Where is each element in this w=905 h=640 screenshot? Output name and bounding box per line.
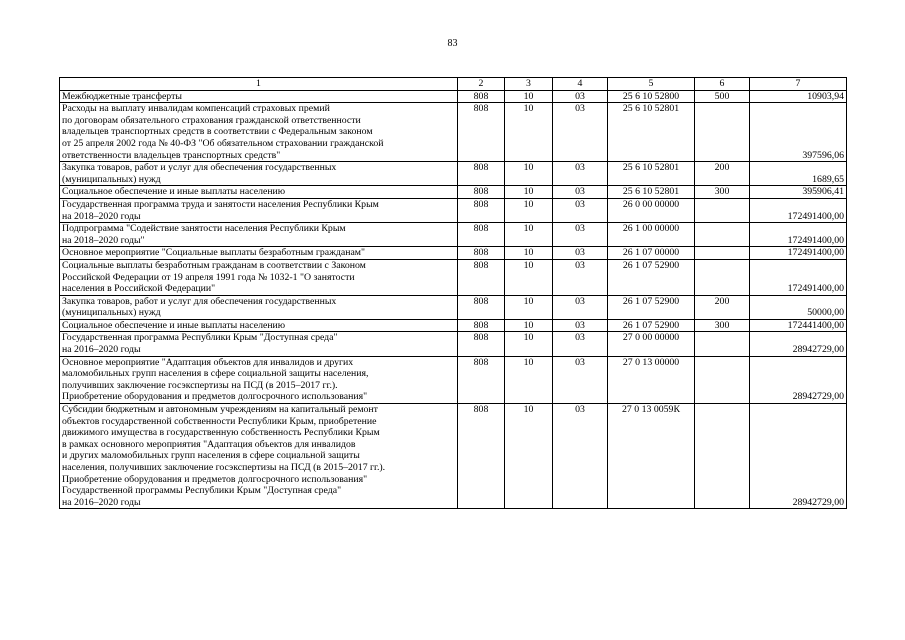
- table-row: [60, 332, 847, 356]
- cell-vr: [695, 356, 750, 403]
- table-header-row: [60, 78, 847, 91]
- cell-rz: 10: [505, 162, 553, 186]
- cell-description: Основное мероприятие "Адаптация объектов для инвалидов и других маломобильных групп населения в сфере социальной защиты населения, получивших заключение госэкспертизы на ПСД (в 2015–2017 гг.). Приобретение оборудования и предметов долгосрочного использования": [60, 356, 458, 403]
- cell-description: Расходы на выплату инвалидам компенсаций страховых премий по договорам обязательного страхования гражданской ответственности владельцев транспортных средств в соответствии с Федеральным законом от 25 апреля 2002 года № 40-ФЗ "Об обязательном страховании гражданской ответственности владельцев транспортных средств": [60, 103, 458, 162]
- table-row: [60, 90, 847, 103]
- header-col-6: 6: [695, 78, 750, 91]
- cell-sum: 172491400,00: [750, 223, 847, 247]
- table-row: [60, 162, 847, 186]
- cell-csr: 27 0 00 00000: [608, 332, 695, 356]
- cell-description: Социальное обеспечение и иные выплаты населению: [60, 319, 458, 332]
- cell-vr: [695, 223, 750, 247]
- cell-ved: 808: [458, 404, 505, 509]
- header-col-3: 3: [505, 78, 553, 91]
- cell-sum: 28942729,00: [750, 404, 847, 509]
- header-col-7: 7: [750, 78, 847, 91]
- table-row: [60, 247, 847, 260]
- cell-csr: 26 1 07 52900: [608, 295, 695, 319]
- header-col-2: 2: [458, 78, 505, 91]
- cell-vr: 300: [695, 186, 750, 199]
- cell-description: Подпрограмма "Содействие занятости населения Республики Крым на 2018–2020 годы": [60, 223, 458, 247]
- cell-ved: 808: [458, 186, 505, 199]
- cell-rz: 10: [505, 295, 553, 319]
- cell-pr: 03: [553, 259, 608, 295]
- cell-vr: 200: [695, 162, 750, 186]
- table-row: [60, 259, 847, 295]
- table-row: [60, 295, 847, 319]
- cell-sum: 50000,00: [750, 295, 847, 319]
- table-row: [60, 404, 847, 509]
- cell-description: Субсидии бюджетным и автономным учреждениям на капитальный ремонт объектов государственной собственности Республики Крым, приобретение движимого имущества в государственную собственность Республики Крым в рамках основного мероприятия "Адаптация объектов для инвалидов и других маломобильных групп населения в сфере социальной защиты населения, получивших заключение госэкспертизы на ПСД (в 2015–2017 гг.). Приобретение оборудования и предметов долгосрочного использования" Государственной программы Республики Крым "Доступная среда" на 2016–2020 годы: [60, 404, 458, 509]
- cell-pr: 03: [553, 319, 608, 332]
- cell-rz: 10: [505, 356, 553, 403]
- cell-sum: 1689,65: [750, 162, 847, 186]
- cell-pr: 03: [553, 356, 608, 403]
- cell-pr: 03: [553, 247, 608, 260]
- cell-sum: 172491400,00: [750, 198, 847, 222]
- table-row: [60, 356, 847, 403]
- cell-ved: 808: [458, 162, 505, 186]
- cell-csr: 27 0 13 0059К: [608, 404, 695, 509]
- header-col-5: 5: [608, 78, 695, 91]
- cell-ved: 808: [458, 332, 505, 356]
- cell-rz: 10: [505, 103, 553, 162]
- cell-pr: 03: [553, 90, 608, 103]
- cell-rz: 10: [505, 198, 553, 222]
- cell-pr: 03: [553, 198, 608, 222]
- cell-description: Основное мероприятие "Социальные выплаты безработным гражданам": [60, 247, 458, 260]
- cell-pr: 03: [553, 223, 608, 247]
- cell-rz: 10: [505, 319, 553, 332]
- cell-csr: 25 6 10 52801: [608, 186, 695, 199]
- cell-csr: 26 1 07 00000: [608, 247, 695, 260]
- cell-rz: 10: [505, 247, 553, 260]
- cell-ved: 808: [458, 223, 505, 247]
- table-row: [60, 186, 847, 199]
- cell-csr: 25 6 10 52800: [608, 90, 695, 103]
- table-row: [60, 198, 847, 222]
- budget-table: [59, 77, 847, 509]
- cell-vr: [695, 404, 750, 509]
- cell-vr: [695, 259, 750, 295]
- cell-ved: 808: [458, 259, 505, 295]
- cell-sum: 172491400,00: [750, 247, 847, 260]
- cell-csr: 26 0 00 00000: [608, 198, 695, 222]
- table-row: [60, 223, 847, 247]
- cell-sum: 172441400,00: [750, 319, 847, 332]
- cell-ved: 808: [458, 247, 505, 260]
- cell-csr: 25 6 10 52801: [608, 103, 695, 162]
- cell-sum: 395906,41: [750, 186, 847, 199]
- cell-csr: 25 6 10 52801: [608, 162, 695, 186]
- cell-sum: 28942729,00: [750, 332, 847, 356]
- table-row: [60, 319, 847, 332]
- cell-ved: 808: [458, 90, 505, 103]
- cell-pr: 03: [553, 162, 608, 186]
- cell-sum: 172491400,00: [750, 259, 847, 295]
- cell-ved: 808: [458, 319, 505, 332]
- cell-rz: 10: [505, 90, 553, 103]
- cell-description: Закупка товаров, работ и услуг для обеспечения государственных (муниципальных) нужд: [60, 295, 458, 319]
- cell-vr: [695, 198, 750, 222]
- cell-csr: 26 1 00 00000: [608, 223, 695, 247]
- table-row: [60, 103, 847, 162]
- cell-rz: 10: [505, 259, 553, 295]
- cell-csr: 26 1 07 52900: [608, 259, 695, 295]
- table-body: [60, 78, 847, 509]
- cell-description: Государственная программа труда и занятости населения Республики Крым на 2018–2020 годы: [60, 198, 458, 222]
- cell-vr: 300: [695, 319, 750, 332]
- cell-pr: 03: [553, 404, 608, 509]
- cell-rz: 10: [505, 404, 553, 509]
- cell-description: Межбюджетные трансферты: [60, 90, 458, 103]
- cell-rz: 10: [505, 186, 553, 199]
- cell-rz: 10: [505, 332, 553, 356]
- cell-pr: 03: [553, 103, 608, 162]
- cell-ved: 808: [458, 356, 505, 403]
- cell-pr: 03: [553, 295, 608, 319]
- cell-sum: 10903,94: [750, 90, 847, 103]
- cell-pr: 03: [553, 186, 608, 199]
- cell-ved: 808: [458, 295, 505, 319]
- cell-vr: [695, 332, 750, 356]
- cell-vr: 500: [695, 90, 750, 103]
- cell-description: Социальное обеспечение и иные выплаты населению: [60, 186, 458, 199]
- cell-vr: [695, 103, 750, 162]
- cell-sum: 28942729,00: [750, 356, 847, 403]
- cell-pr: 03: [553, 332, 608, 356]
- header-col-4: 4: [553, 78, 608, 91]
- cell-csr: 26 1 07 52900: [608, 319, 695, 332]
- cell-sum: 397596,06: [750, 103, 847, 162]
- cell-description: Государственная программа Республики Крым "Доступная среда" на 2016–2020 годы: [60, 332, 458, 356]
- cell-rz: 10: [505, 223, 553, 247]
- header-col-1: 1: [60, 78, 458, 91]
- cell-csr: 27 0 13 00000: [608, 356, 695, 403]
- cell-description: Закупка товаров, работ и услуг для обеспечения государственных (муниципальных) нужд: [60, 162, 458, 186]
- page-number: 83: [447, 38, 458, 49]
- cell-description: Социальные выплаты безработным гражданам в соответствии с Законом Российской Федерации от 19 апреля 1991 года № 1032-1 "О занятости населения в Российской Федерации": [60, 259, 458, 295]
- cell-vr: [695, 247, 750, 260]
- cell-vr: 200: [695, 295, 750, 319]
- cell-ved: 808: [458, 103, 505, 162]
- cell-ved: 808: [458, 198, 505, 222]
